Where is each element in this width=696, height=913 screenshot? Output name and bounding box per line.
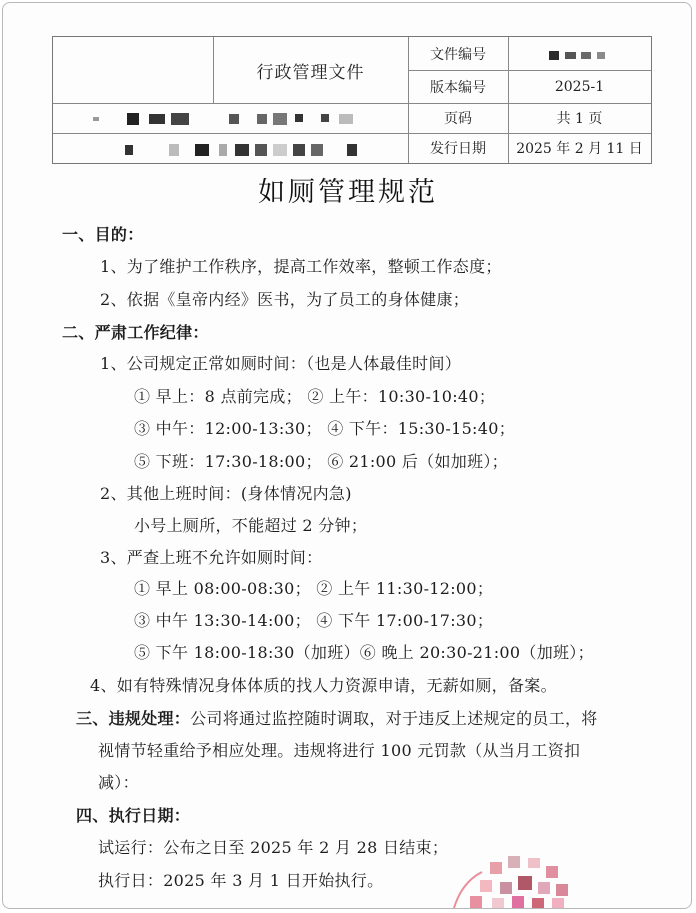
file-number-label: 文件编号: [430, 46, 486, 63]
list-item: 2、其他上班时间：(身体情况内急): [100, 484, 352, 503]
department-title: 行政管理文件: [256, 62, 365, 83]
paragraph-text: 公司将通过监控随时调取，对于违反上述规定的员工，将: [190, 709, 598, 728]
section-heading: 一、目的：: [62, 225, 144, 244]
list-item: 3、严查上班不允许如厕时间：: [100, 548, 323, 567]
paragraph-continuation: 视情节轻重给予相应处理。违规将进行 100 元罚款（从当月工资扣: [98, 741, 581, 760]
schedule-row: ③ 中午：12:00-13:30； ④ 下午：15:30-15:40；: [134, 419, 516, 438]
page-count-label: 页码: [444, 111, 472, 127]
redacted-value: [535, 46, 625, 62]
list-item-detail: 小号上厕所，不能超过 2 分钟；: [134, 516, 368, 535]
header-table: [52, 36, 652, 164]
redacted-department-name: [125, 141, 405, 159]
redacted-stamp: [452, 852, 592, 910]
document-title: 如厕管理规范: [258, 177, 438, 208]
schedule-row: ① 早上 08:00-08:30； ② 上午 11:30-12:00；: [134, 579, 494, 598]
section-heading: 三、违规处理：: [76, 709, 191, 728]
schedule-row: ① 早上：8 点前完成； ② 上午：10:30-10:40；: [134, 387, 496, 406]
schedule-row: ⑤ 下午 18:00-18:30（加班）⑥ 晚上 20:30-21:00（加班）；: [134, 643, 594, 662]
list-item: 4、如有特殊情况身体体质的找人力资源申请，无薪如厕，备案。: [90, 676, 557, 695]
file-number-value: [508, 37, 651, 70]
table-divider: [53, 103, 408, 104]
schedule-row: ③ 中午 13:30-14:00； ④ 下午 17:00-17:30；: [134, 611, 494, 630]
redacted-company-name: [93, 111, 403, 127]
schedule-row: ⑤ 下班：17:30-18:00； ⑥ 21:00 后（如加班）；: [134, 452, 508, 471]
section-heading: 二、严肃工作纪律：: [62, 323, 209, 342]
paragraph-continuation: 减）：: [98, 773, 139, 792]
version-number-value: 2025-1: [554, 78, 605, 95]
issue-date-value: 2025 年 2 月 11 日: [516, 141, 643, 157]
list-item: 2、依据《皇帝内经》医书，为了员工的身体健康；: [100, 290, 470, 309]
version-number-label: 版本编号: [430, 79, 486, 96]
list-item: 1、公司规定正常如厕时间：（也是人体最佳时间）: [100, 354, 462, 373]
issue-date-label: 发行日期: [430, 141, 486, 157]
list-item: 试运行：公布之日至 2025 年 2 月 28 日结束；: [98, 838, 449, 857]
list-item: 执行日：2025 年 3 月 1 日开始执行。: [98, 871, 384, 890]
section-heading: 四、执行日期：: [76, 806, 191, 825]
page-count-value: 共 1 页: [556, 111, 603, 127]
violation-paragraph: [76, 706, 598, 729]
list-item: 1、为了维护工作秩序，提高工作效率，整顿工作态度；: [100, 257, 502, 276]
table-divider: [53, 133, 408, 134]
